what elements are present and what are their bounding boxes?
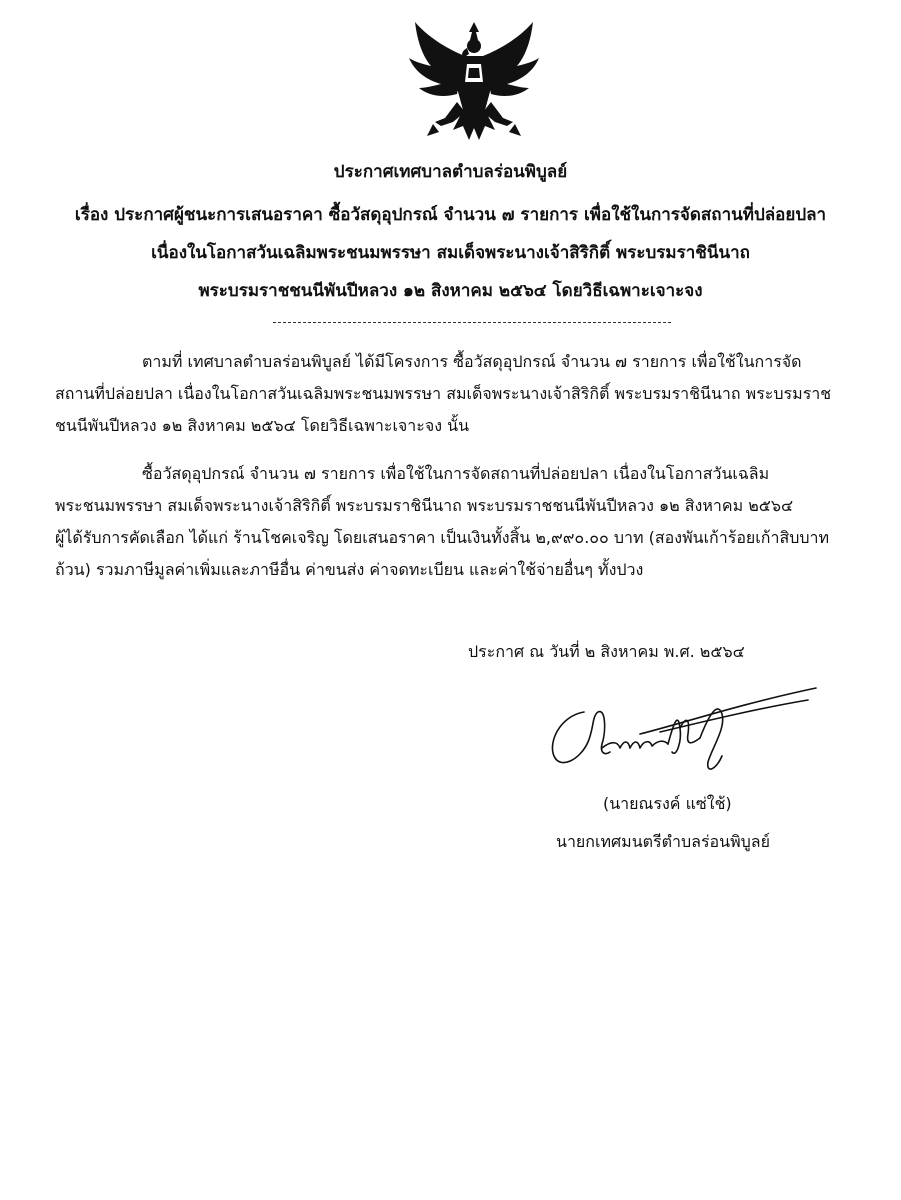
paragraph-1-line-3: ชนนีพันปีหลวง ๑๒ สิงหาคม ๒๕๖๔ โดยวิธีเฉพาะเจาะจง นั้น: [55, 416, 470, 435]
subject-line-3: พระบรมราชชนนีพันปีหลวง ๑๒ สิงหาคม ๒๕๖๔ โดยวิธีเฉพาะเจาะจง: [198, 281, 703, 301]
paragraph-2-line-4: ถ้วน) รวมภาษีมูลค่าเพิ่มและภาษีอื่น ค่าขนส่ง ค่าจดทะเบียน และค่าใช้จ่ายอื่นๆ ทั้งปวง: [55, 560, 644, 579]
heading-divider: [273, 322, 671, 323]
subject-line-1: เรื่อง ประกาศผู้ชนะการเสนอราคา ซื้อวัสดุอุปกรณ์ จำนวน ๗ รายการ เพื่อใช้ในการจัดสถานที่ปล่อยปลา: [74, 205, 827, 225]
announcement-date: ประกาศ ณ วันที่ ๒ สิงหาคม พ.ศ. ๒๕๖๔: [468, 642, 745, 661]
subject-line-2: เนื่องในโอกาสวันเฉลิมพระชนมพรรษา สมเด็จพระนางเจ้าสิริกิติ์ พระบรมราชินีนาถ: [151, 243, 750, 263]
paragraph-2-line-1: ซื้อวัสดุอุปกรณ์ จำนวน ๗ รายการ เพื่อใช้ในการจัดสถานที่ปล่อยปลา เนื่องในโอกาสวันเฉลิม: [142, 464, 770, 483]
issuer-heading: ประกาศเทศบาลตำบลร่อนพิบูลย์: [333, 162, 568, 182]
signer-name: (นายณรงค์ แซ่ใช้): [603, 794, 732, 813]
signature-image: [540, 682, 820, 778]
paragraph-2-line-2: พระชนมพรรษา สมเด็จพระนางเจ้าสิริกิติ์ พระบรมราชินีนาถ พระบรมราชชนนีพันปีหลวง ๑๒ สิงหาคม ๒๕๖๔: [55, 496, 794, 515]
paragraph-1-line-2: สถานที่ปล่อยปลา เนื่องในโอกาสวันเฉลิมพระชนมพรรษา สมเด็จพระนางเจ้าสิริกิติ์ พระบรมราชินีนาถ พระบรมราช: [55, 384, 832, 403]
garuda-emblem-icon: [405, 18, 543, 150]
signer-position: นายกเทศมนตรีตำบลร่อนพิบูลย์: [556, 832, 770, 851]
paragraph-1: [55, 346, 855, 442]
paragraph-2: [55, 458, 855, 586]
paragraph-1-line-1: ตามที่ เทศบาลตำบลร่อนพิบูลย์ ได้มีโครงการ ซื้อวัสดุอุปกรณ์ จำนวน ๗ รายการ เพื่อใช้ในการจัด: [142, 352, 802, 371]
paragraph-2-line-3: ผู้ได้รับการคัดเลือก ได้แก่ ร้านโชคเจริญ โดยเสนอราคา เป็นเงินทั้งสิ้น ๒,๙๙๐.๐๐ บาท (สองพันเก้าร้อยเก้าสิบบาท: [55, 528, 830, 547]
